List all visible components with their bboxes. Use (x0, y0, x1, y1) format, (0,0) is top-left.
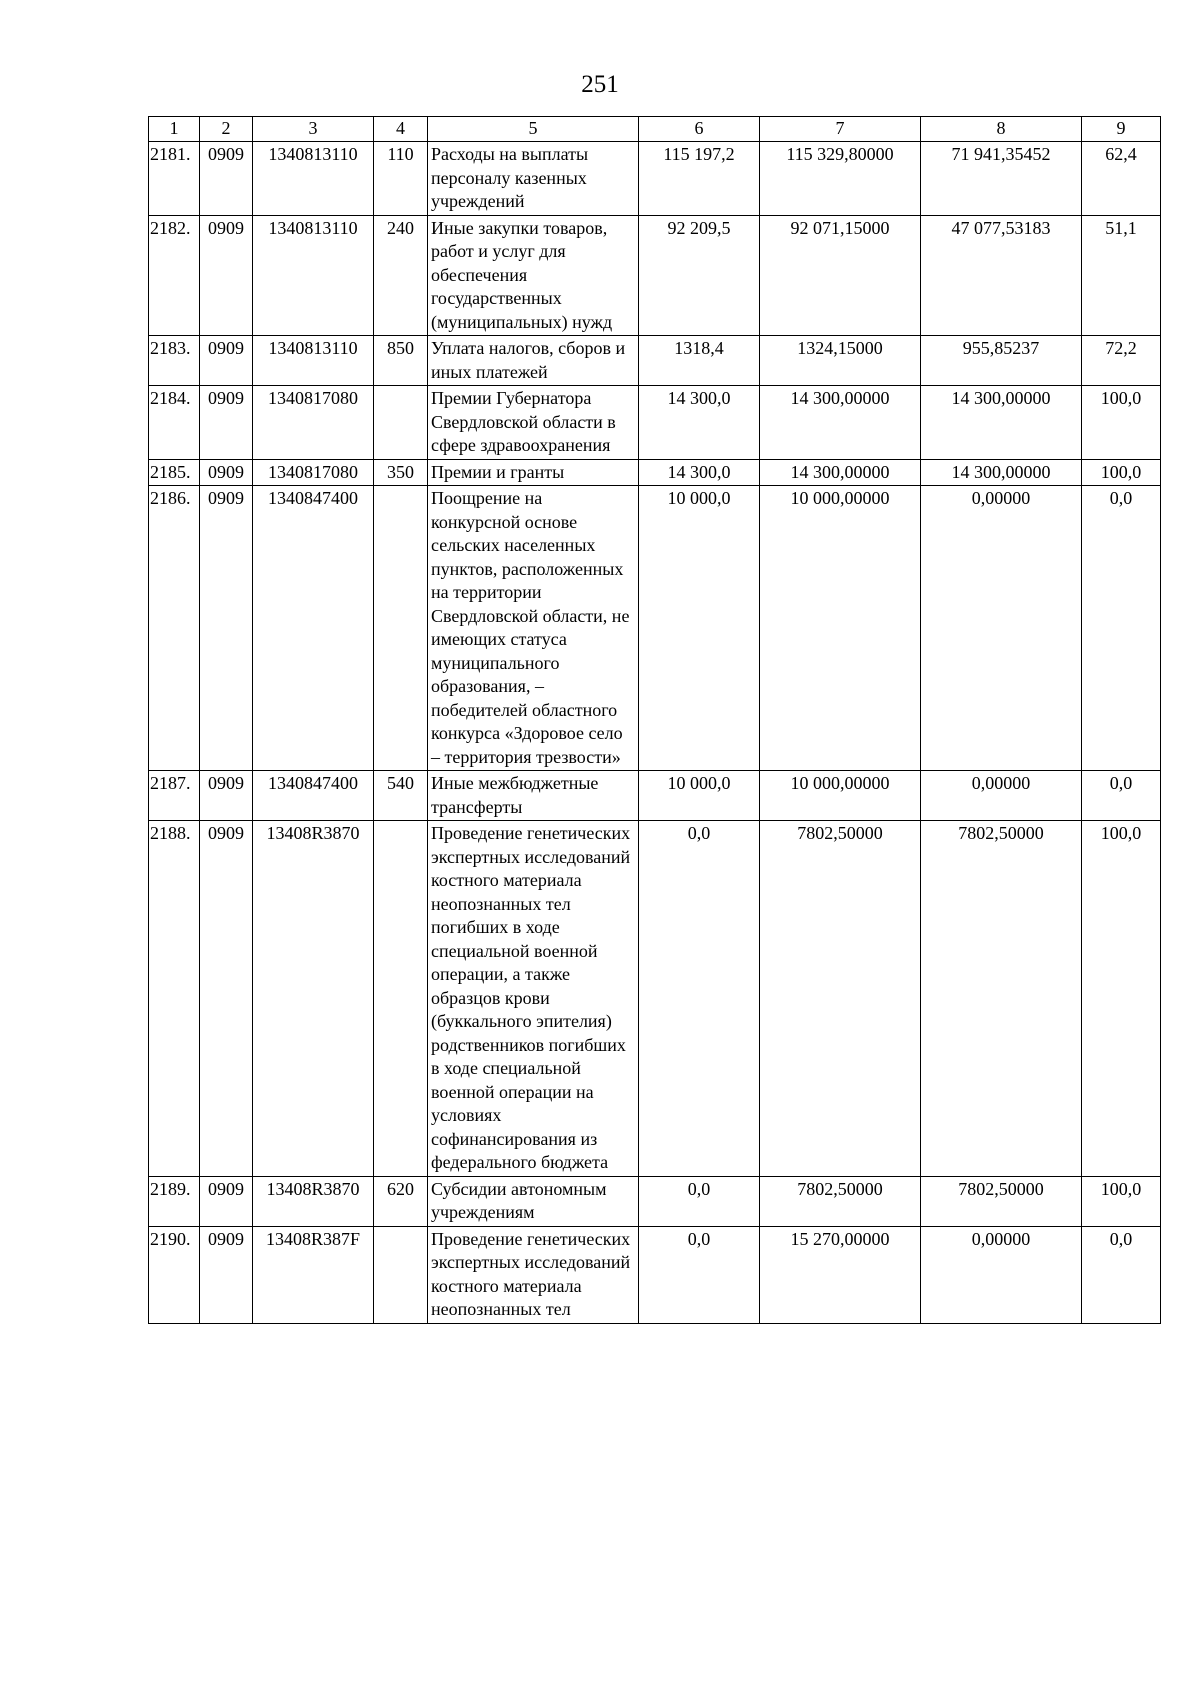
refined-amount: 1324,15000 (760, 336, 921, 386)
approved-amount: 14 300,0 (639, 459, 760, 486)
section-code: 0909 (200, 142, 253, 216)
header-cell: 4 (374, 117, 428, 142)
section-code: 0909 (200, 386, 253, 460)
header-cell: 3 (253, 117, 374, 142)
refined-amount: 10 000,00000 (760, 486, 921, 771)
executed-amount: 0,00000 (921, 1226, 1082, 1323)
target-article-code: 1340813110 (253, 142, 374, 216)
table-row (149, 459, 1161, 486)
executed-amount: 14 300,00000 (921, 386, 1082, 460)
execution-percent: 100,0 (1082, 386, 1161, 460)
expense-type-code: 110 (374, 142, 428, 216)
expense-type-code: 350 (374, 459, 428, 486)
row-number: 2182. (149, 215, 200, 336)
target-article-code: 1340817080 (253, 386, 374, 460)
expense-type-code: 540 (374, 771, 428, 821)
table-row (149, 386, 1161, 460)
target-article-code: 13408R3870 (253, 821, 374, 1177)
approved-amount: 0,0 (639, 821, 760, 1177)
header-cell: 1 (149, 117, 200, 142)
refined-amount: 115 329,80000 (760, 142, 921, 216)
expense-name: Иные межбюджетные трансферты (428, 771, 639, 821)
execution-percent: 100,0 (1082, 459, 1161, 486)
execution-percent: 100,0 (1082, 821, 1161, 1177)
approved-amount: 14 300,0 (639, 386, 760, 460)
expense-type-code (374, 1226, 428, 1323)
header-cell: 8 (921, 117, 1082, 142)
executed-amount: 47 077,53183 (921, 215, 1082, 336)
page-number: 251 (581, 71, 619, 98)
executed-amount: 71 941,35452 (921, 142, 1082, 216)
expense-type-code: 850 (374, 336, 428, 386)
target-article-code: 1340847400 (253, 486, 374, 771)
expense-type-code (374, 821, 428, 1177)
executed-amount: 14 300,00000 (921, 459, 1082, 486)
section-code: 0909 (200, 771, 253, 821)
table-row (149, 1176, 1161, 1226)
refined-amount: 15 270,00000 (760, 1226, 921, 1323)
header-cell: 9 (1082, 117, 1161, 142)
header-cell: 7 (760, 117, 921, 142)
approved-amount: 115 197,2 (639, 142, 760, 216)
row-number: 2181. (149, 142, 200, 216)
header-cell: 5 (428, 117, 639, 142)
section-code: 0909 (200, 459, 253, 486)
row-number: 2187. (149, 771, 200, 821)
budget-table (148, 116, 1161, 1324)
refined-amount: 7802,50000 (760, 821, 921, 1177)
header-cell: 6 (639, 117, 760, 142)
executed-amount: 0,00000 (921, 771, 1082, 821)
row-number: 2188. (149, 821, 200, 1177)
row-number: 2189. (149, 1176, 200, 1226)
executed-amount: 0,00000 (921, 486, 1082, 771)
section-code: 0909 (200, 336, 253, 386)
row-number: 2186. (149, 486, 200, 771)
target-article-code: 1340813110 (253, 336, 374, 386)
execution-percent: 0,0 (1082, 771, 1161, 821)
table-row (149, 821, 1161, 1177)
table-row (149, 771, 1161, 821)
approved-amount: 10 000,0 (639, 486, 760, 771)
table-row (149, 215, 1161, 336)
expense-name: Премии и гранты (428, 459, 639, 486)
section-code: 0909 (200, 821, 253, 1177)
approved-amount: 1318,4 (639, 336, 760, 386)
expense-name: Проведение генетических экспертных исследований костного материала неопознанных тел (428, 1226, 639, 1323)
approved-amount: 92 209,5 (639, 215, 760, 336)
execution-percent: 0,0 (1082, 1226, 1161, 1323)
execution-percent: 51,1 (1082, 215, 1161, 336)
expense-name: Проведение генетических экспертных исследований костного материала неопознанных тел погибших в ходе специальной военной операции, а также образцов крови (буккального эпителия) родственников погибших в ходе специальной военной операции на условиях софинансирования из федерального бюджета (428, 821, 639, 1177)
target-article-code: 1340813110 (253, 215, 374, 336)
table-row (149, 486, 1161, 771)
approved-amount: 0,0 (639, 1176, 760, 1226)
refined-amount: 7802,50000 (760, 1176, 921, 1226)
refined-amount: 92 071,15000 (760, 215, 921, 336)
row-number: 2184. (149, 386, 200, 460)
target-article-code: 13408R3870 (253, 1176, 374, 1226)
refined-amount: 14 300,00000 (760, 459, 921, 486)
expense-type-code (374, 486, 428, 771)
expense-name: Расходы на выплаты персоналу казенных учреждений (428, 142, 639, 216)
target-article-code: 1340847400 (253, 771, 374, 821)
execution-percent: 0,0 (1082, 486, 1161, 771)
section-code: 0909 (200, 1226, 253, 1323)
refined-amount: 10 000,00000 (760, 771, 921, 821)
execution-percent: 62,4 (1082, 142, 1161, 216)
execution-percent: 100,0 (1082, 1176, 1161, 1226)
section-code: 0909 (200, 215, 253, 336)
expense-name: Поощрение на конкурсной основе сельских населенных пунктов, расположенных на территории Свердловской области, не имеющих статуса муниципального образования, – победителей областного конкурса «Здоровое село – территория трезвости» (428, 486, 639, 771)
table-row (149, 336, 1161, 386)
execution-percent: 72,2 (1082, 336, 1161, 386)
executed-amount: 7802,50000 (921, 1176, 1082, 1226)
approved-amount: 10 000,0 (639, 771, 760, 821)
expense-type-code: 240 (374, 215, 428, 336)
row-number: 2190. (149, 1226, 200, 1323)
executed-amount: 7802,50000 (921, 821, 1082, 1177)
target-article-code: 1340817080 (253, 459, 374, 486)
expense-type-code (374, 386, 428, 460)
section-code: 0909 (200, 1176, 253, 1226)
table-row (149, 142, 1161, 216)
expense-name: Премии Губернатора Свердловской области в сфере здравоохранения (428, 386, 639, 460)
approved-amount: 0,0 (639, 1226, 760, 1323)
row-number: 2185. (149, 459, 200, 486)
table-header-row (149, 117, 1161, 142)
target-article-code: 13408R387F (253, 1226, 374, 1323)
expense-name: Субсидии автономным учреждениям (428, 1176, 639, 1226)
expense-name: Иные закупки товаров, работ и услуг для обеспечения государственных (муниципальных) нужд (428, 215, 639, 336)
expense-type-code: 620 (374, 1176, 428, 1226)
expense-name: Уплата налогов, сборов и иных платежей (428, 336, 639, 386)
refined-amount: 14 300,00000 (760, 386, 921, 460)
executed-amount: 955,85237 (921, 336, 1082, 386)
section-code: 0909 (200, 486, 253, 771)
table-row (149, 1226, 1161, 1323)
row-number: 2183. (149, 336, 200, 386)
header-cell: 2 (200, 117, 253, 142)
